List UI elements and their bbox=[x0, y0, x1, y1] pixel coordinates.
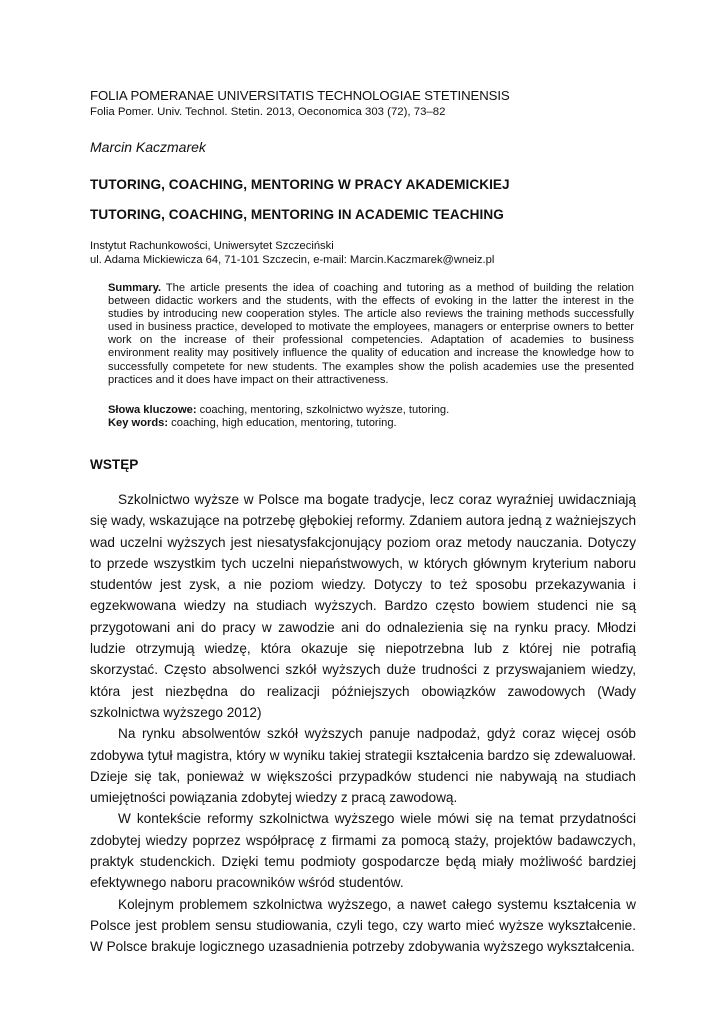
journal-citation: Folia Pomer. Univ. Technol. Stetin. 2013, Oeconomica 303 (72), 73–82 bbox=[90, 106, 446, 118]
keywords-english bbox=[108, 417, 634, 431]
paragraph: Kolejnym problemem szkolnictwa wyższego, a nawet całego systemu kształcenia w Polsce jest problem sensu studiowania, czyli tego, czy warto mieć wyższe wykształcenie. W Polsce brakuje logicznego uzasadnienia potrzeby zdobywania wyższego wykształcenia. bbox=[90, 896, 636, 955]
keywords-polish-label: Słowa kluczowe: bbox=[108, 403, 197, 416]
paragraph: Szkolnictwo wyższe w Polsce ma bogate tradycje, lecz coraz wyraźniej uwidaczniają się wady, wskazujące na potrzebę głębokiej reformy. Zdaniem autora jedną z ważniejszych wad uczelni wyższych jest niesatysfakcjonujący poziom oraz metody nauczania. Dotyczy to przede wszystkim tych uczelni niepaństwowych, w których głównym kryterium naboru studentów jest zysk, a nie poziom wiedzy. Dotyczy to też sposobu przekazywania i egzekwowana wiedzy na studiach wyższych. Bardzo często bowiem studenci nie są przygotowani ani do pracy w zawodzie ani do odnalezienia się na rynku pracy. Młodzi ludzie otrzymują wiedzę, która okazuje się niepotrzebna lub z której nie potrafią skorzystać. Często absolwenci szkół wyższych duże trudności z przyswajaniem wiedzy, która jest niezbędna do realizacji późniejszych obowiązków zawodowych (Wady szkolnictwa wyższego 2012) bbox=[90, 491, 636, 720]
body-text bbox=[90, 489, 636, 958]
keywords-english-label: Key words: bbox=[108, 417, 169, 430]
paragraph: W kontekście reformy szkolnictwa wyższego wiele mówi się na temat przydatności zdobytej wiedzy poprzez współpracę z firmami za pomocą staży, projektów badawczych, praktyk studenckich. Dzięki temu podmioty gospodarcze będą miały możliwość bardziej efektywnego naboru pracowników wśród studentów. bbox=[90, 811, 636, 891]
summary-abstract bbox=[108, 282, 634, 387]
author-name: Marcin Kaczmarek bbox=[90, 139, 206, 155]
paper-page bbox=[90, 88, 636, 957]
keywords-block bbox=[108, 404, 634, 431]
journal-name: FOLIA POMERANAE UNIVERSITATIS TECHNOLOGIAE STETINENSIS bbox=[90, 88, 510, 103]
keywords-polish-text: coaching, mentoring, szkolnictwo wyższe, tutoring. bbox=[199, 403, 450, 416]
paragraph: Na rynku absolwentów szkół wyższych panuje nadpodaż, gdyż coraz więcej osób zdobywa tytuł magistra, który w wyniku takiej strategii kształcenia bardzo się zdewaluował. Dzieje się tak, ponieważ w większości przypadków studenci nie nabywają na studiach umiejętności powiązania zdobytej wiedzy z pracą zawodową. bbox=[90, 726, 636, 806]
summary-text: The article presents the idea of coaching and tutoring as a method of building the relation between didactic workers and the students, with the effects of evoking in the latter the interest in the studies by introducing new cooperation styles. The article also reviews the training methods successfully used in business practice, developed to motivate the employees, managers or enterprise owners to better work on the increase of their professional competencies. Adaptation of academies to business environment reality may positively influence the quality of education and increase the knowledge how to successfully competete for new students. The examples show the polish academies use the presented practices and it does have impact on their attractiveness. bbox=[108, 282, 634, 386]
summary-label: Summary. bbox=[108, 282, 162, 294]
title-english: TUTORING, COACHING, MENTORING IN ACADEMIC TEACHING bbox=[90, 207, 504, 222]
affiliation-address: ul. Adama Mickiewicza 64, 71-101 Szczecin, e-mail: Marcin.Kaczmarek@wneiz.pl bbox=[90, 253, 495, 266]
affiliation-institute: Instytut Rachunkowości, Uniwersytet Szczeciński bbox=[90, 240, 334, 252]
title-polish: TUTORING, COACHING, MENTORING W PRACY AKADEMICKIEJ bbox=[90, 177, 510, 192]
affiliation bbox=[90, 240, 636, 267]
keywords-english-text: coaching, high education, mentoring, tutoring. bbox=[171, 417, 397, 430]
keywords-polish bbox=[108, 404, 634, 418]
section-heading: WSTĘP bbox=[90, 456, 139, 472]
